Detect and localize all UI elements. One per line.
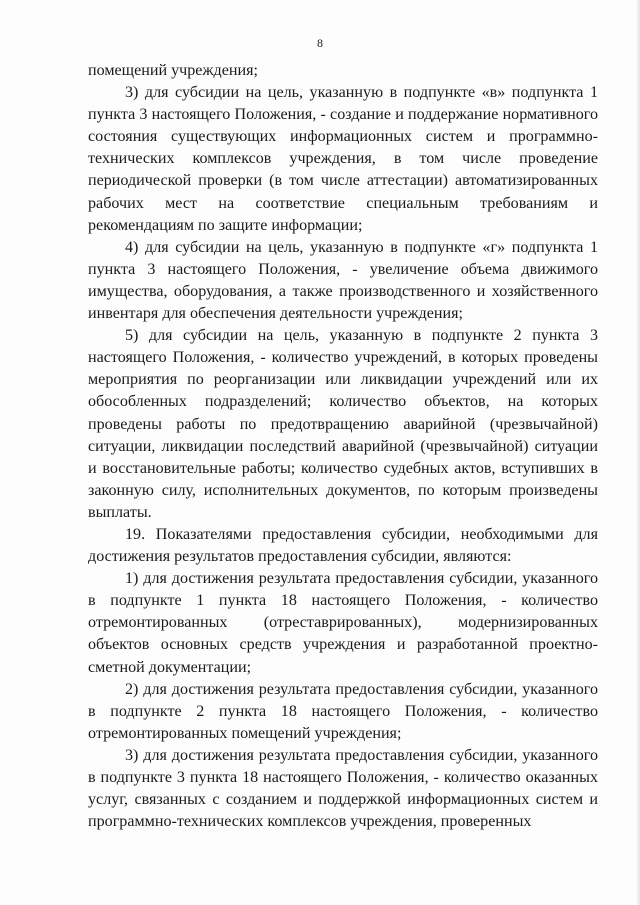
paragraph-19-item-1: 1) для достижения результата предоставления субсидии, указанного в подпункте 1 пункта 18 настоящего Положения, - количество отремонтированных (отреставрированных), модернизированных объектов основных средств учреждения и разработанной проектно-сметной документации; [88, 570, 598, 676]
paragraph-section-19: 19. Показателями предоставления субсидии, необходимыми для достижения результатов предоставления субсидии, являются: [88, 525, 598, 566]
paragraph-item-5: 5) для субсидии на цель, указанную в подпункте 2 пункта 3 настоящего Положения, - количество учреждений, в которых проведены мероприятия по реорганизации или ликвидации учреждений или их обособленных подразделений; количество объектов, на которых проведены работы по предотвращению аварийной (чрезвычайной) ситуации, ликвидации последствий аварийной (чрезвычайной) ситуации и восстановительные работы; количество судебных актов, вступивших в законную силу, исполнительных документов, по которым произведены выплаты. [88, 327, 598, 521]
paragraph-continuation: помещений учреждения; [88, 62, 258, 79]
paragraph-item-3: 3) для субсидии на цель, указанную в подпункте «в» подпункта 1 пункта 3 настоящего Положения, - создание и поддержание нормативного состояния существующих информационных систем и программно-технических комплексов учреждения, в том числе проведение периодической проверки (в том числе аттестации) автоматизированных рабочих мест на соответствие специальным требованиям и рекомендациям по защите информации; [88, 84, 598, 234]
paragraph-item-4: 4) для субсидии на цель, указанную в подпункте «г» подпункта 1 пункта 3 настоящего Положения, - увеличение объема движимого имущества, оборудования, а также производственного и хозяйственного инвентаря для обеспечения деятельности учреждения; [88, 238, 598, 323]
paragraph-19-item-3: 3) для достижения результата предоставления субсидии, указанного в подпункте 3 пункта 18 настоящего Положения, - количество оказанных услуг, связанных с созданием и поддержкой информационных систем и программно-технических комплексов учреждения, проверенных [88, 746, 598, 831]
document-body [88, 60, 598, 833]
paragraph-19-item-2: 2) для достижения результата предоставления субсидии, указанного в подпункте 2 пункта 18 настоящего Положения, - количество отремонтированных помещений учреждения; [88, 680, 598, 742]
page-number: 8 [317, 36, 323, 50]
